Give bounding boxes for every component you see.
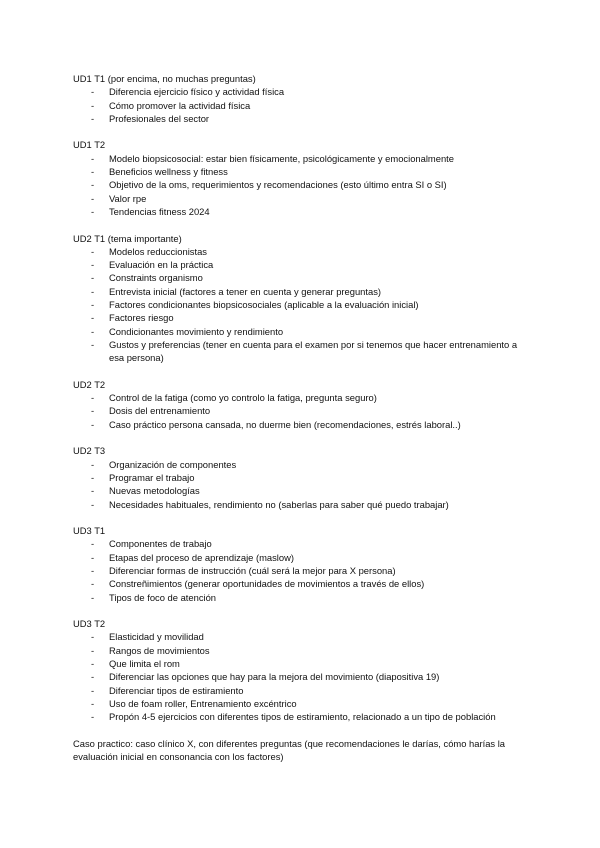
list-item-text: Que limita el rom bbox=[109, 658, 180, 670]
list-item-text: Uso de foam roller, Entrenamiento excéntrico bbox=[109, 697, 297, 709]
bullet-dash: - bbox=[91, 418, 95, 430]
list-item bbox=[73, 165, 533, 178]
list-item bbox=[73, 697, 533, 710]
list-item bbox=[73, 404, 533, 417]
bullet-dash: - bbox=[91, 272, 95, 284]
list-item-text: Condicionantes movimiento y rendimiento bbox=[109, 325, 284, 337]
list-item bbox=[73, 458, 533, 471]
bullet-dash: - bbox=[91, 166, 95, 178]
item-list bbox=[73, 85, 533, 125]
item-list bbox=[73, 537, 533, 603]
list-item-text: Tipos de foco de atención bbox=[109, 591, 217, 603]
list-item bbox=[73, 710, 533, 723]
list-item-text: Factores condicionantes biopsicosociales (aplicable a la evaluación inicial) bbox=[109, 299, 419, 311]
list-item-text: Diferenciar tipos de estiramiento bbox=[109, 684, 244, 696]
bullet-dash: - bbox=[91, 671, 95, 683]
list-item-text: Elasticidad y movilidad bbox=[109, 631, 204, 643]
list-item bbox=[73, 325, 533, 338]
bullet-dash: - bbox=[91, 245, 95, 257]
list-item bbox=[73, 644, 533, 657]
final-paragraph: Caso practico: caso clínico X, con diferentes preguntas (que recomendaciones le darías, cómo harías la evaluación inicial en consonancia con los factores) bbox=[73, 737, 506, 763]
bullet-dash: - bbox=[91, 538, 95, 550]
list-item bbox=[73, 285, 533, 298]
bullet-dash: - bbox=[91, 591, 95, 603]
list-item-text: Evaluación en la práctica bbox=[109, 259, 214, 271]
bullet-dash: - bbox=[91, 86, 95, 98]
list-item bbox=[73, 298, 533, 311]
bullet-dash: - bbox=[91, 658, 95, 670]
list-item-text: Objetivo de la oms, requerimientos y recomendaciones (esto último entra SI o SI) bbox=[109, 179, 447, 191]
bullet-dash: - bbox=[91, 112, 95, 124]
list-item bbox=[73, 99, 533, 112]
list-item bbox=[73, 418, 533, 431]
list-item bbox=[73, 591, 533, 604]
list-item-text: Constraints organismo bbox=[109, 272, 203, 284]
list-item bbox=[73, 245, 533, 258]
bullet-dash: - bbox=[91, 684, 95, 696]
section-heading: UD2 T2 bbox=[73, 378, 106, 390]
list-item bbox=[73, 258, 533, 271]
bullet-dash: - bbox=[91, 644, 95, 656]
section-heading: UD3 T1 bbox=[73, 525, 106, 537]
bullet-dash: - bbox=[91, 152, 95, 164]
section-heading: UD3 T2 bbox=[73, 618, 106, 630]
list-item bbox=[73, 471, 533, 484]
list-item-text: Valor rpe bbox=[109, 192, 147, 204]
list-item-text: Diferenciar las opciones que hay para la mejora del movimiento (diapositiva 19) bbox=[109, 671, 440, 683]
list-item bbox=[73, 192, 533, 205]
list-item-text: Diferencia ejercicio físico y actividad física bbox=[109, 86, 285, 98]
bullet-dash: - bbox=[91, 312, 95, 324]
bullet-dash: - bbox=[91, 338, 95, 350]
list-item-text: Gustos y preferencias (tener en cuenta para el examen por si tenemos que hacer entrenamiento a esa persona) bbox=[109, 338, 518, 364]
list-item bbox=[73, 484, 533, 497]
list-item-text: Diferenciar formas de instrucción (cuál será la mejor para X persona) bbox=[109, 564, 396, 576]
list-item bbox=[73, 205, 533, 218]
item-list bbox=[73, 630, 533, 723]
list-item-text: Entrevista inicial (factores a tener en cuenta y generar preguntas) bbox=[109, 285, 382, 297]
bullet-dash: - bbox=[91, 405, 95, 417]
bullet-dash: - bbox=[91, 578, 95, 590]
list-item-text: Cómo promover la actividad física bbox=[109, 99, 251, 111]
list-item-text: Constreñimientos (generar oportunidades de movimientos a través de ellos) bbox=[109, 578, 425, 590]
list-item bbox=[73, 564, 533, 577]
list-item-text: Control de la fatiga (como yo controlo la fatiga, pregunta seguro) bbox=[109, 392, 377, 404]
list-item-text: Caso práctico persona cansada, no duerme bien (recomendaciones, estrés laboral..) bbox=[109, 418, 461, 430]
list-item-text: Beneficios wellness y fitness bbox=[109, 166, 228, 178]
section bbox=[73, 524, 533, 604]
list-item bbox=[73, 537, 533, 550]
list-item-text: Nuevas metodologías bbox=[109, 485, 200, 497]
list-item bbox=[73, 85, 533, 98]
bullet-dash: - bbox=[91, 485, 95, 497]
list-item bbox=[73, 311, 533, 324]
list-item-text: Programar el trabajo bbox=[109, 471, 195, 483]
section bbox=[73, 378, 533, 431]
section bbox=[73, 444, 533, 510]
item-list bbox=[73, 152, 533, 218]
list-item-text: Organización de componentes bbox=[109, 458, 237, 470]
list-item bbox=[73, 112, 533, 125]
list-item-text: Factores riesgo bbox=[109, 312, 174, 324]
list-item bbox=[73, 577, 533, 590]
bullet-dash: - bbox=[91, 631, 95, 643]
bullet-dash: - bbox=[91, 392, 95, 404]
list-item bbox=[73, 152, 533, 165]
bullet-dash: - bbox=[91, 458, 95, 470]
bullet-dash: - bbox=[91, 205, 95, 217]
list-item-text: Necesidades habituales, rendimiento no (saberlas para saber qué puedo trabajar) bbox=[109, 498, 449, 510]
list-item bbox=[73, 684, 533, 697]
list-item-text: Profesionales del sector bbox=[109, 112, 210, 124]
list-item-text: Modelos reduccionistas bbox=[109, 245, 207, 257]
list-item bbox=[73, 178, 533, 191]
document-page bbox=[73, 72, 533, 773]
section-heading: UD1 T2 bbox=[73, 139, 106, 151]
bullet-dash: - bbox=[91, 471, 95, 483]
list-item-text: Componentes de trabajo bbox=[109, 538, 212, 550]
bullet-dash: - bbox=[91, 711, 95, 723]
section-heading: UD2 T3 bbox=[73, 445, 106, 457]
item-list bbox=[73, 458, 533, 511]
list-item-text: Dosis del entrenamiento bbox=[109, 405, 211, 417]
section-heading: UD1 T1 (por encima, no muchas preguntas) bbox=[73, 73, 256, 84]
bullet-dash: - bbox=[91, 551, 95, 563]
bullet-dash: - bbox=[91, 192, 95, 204]
list-item bbox=[73, 338, 533, 365]
list-item bbox=[73, 271, 533, 284]
section-heading: UD2 T1 (tema importante) bbox=[73, 232, 182, 244]
list-item bbox=[73, 657, 533, 670]
bullet-dash: - bbox=[91, 299, 95, 311]
bullet-dash: - bbox=[91, 564, 95, 576]
section bbox=[73, 72, 533, 125]
list-item-text: Etapas del proceso de aprendizaje (maslow) bbox=[109, 551, 294, 563]
list-item bbox=[73, 391, 533, 404]
sections-container bbox=[73, 72, 533, 724]
list-item-text: Rangos de movimientos bbox=[109, 644, 210, 656]
list-item-text: Tendencias fitness 2024 bbox=[109, 205, 210, 217]
bullet-dash: - bbox=[91, 325, 95, 337]
list-item bbox=[73, 630, 533, 643]
list-item-text: Propón 4-5 ejercicios con diferentes tipos de estiramiento, relacionado a un tipo de población bbox=[109, 711, 496, 723]
section bbox=[73, 138, 533, 218]
section bbox=[73, 617, 533, 723]
list-item bbox=[73, 498, 533, 511]
bullet-dash: - bbox=[91, 179, 95, 191]
bullet-dash: - bbox=[91, 697, 95, 709]
section bbox=[73, 232, 533, 365]
item-list bbox=[73, 391, 533, 431]
bullet-dash: - bbox=[91, 498, 95, 510]
bullet-dash: - bbox=[91, 99, 95, 111]
list-item bbox=[73, 670, 533, 683]
list-item-text: Modelo biopsicosocial: estar bien físicamente, psicológicamente y emocionalmente bbox=[109, 152, 454, 164]
list-item bbox=[73, 551, 533, 564]
bullet-dash: - bbox=[91, 259, 95, 271]
bullet-dash: - bbox=[91, 285, 95, 297]
item-list bbox=[73, 245, 533, 365]
